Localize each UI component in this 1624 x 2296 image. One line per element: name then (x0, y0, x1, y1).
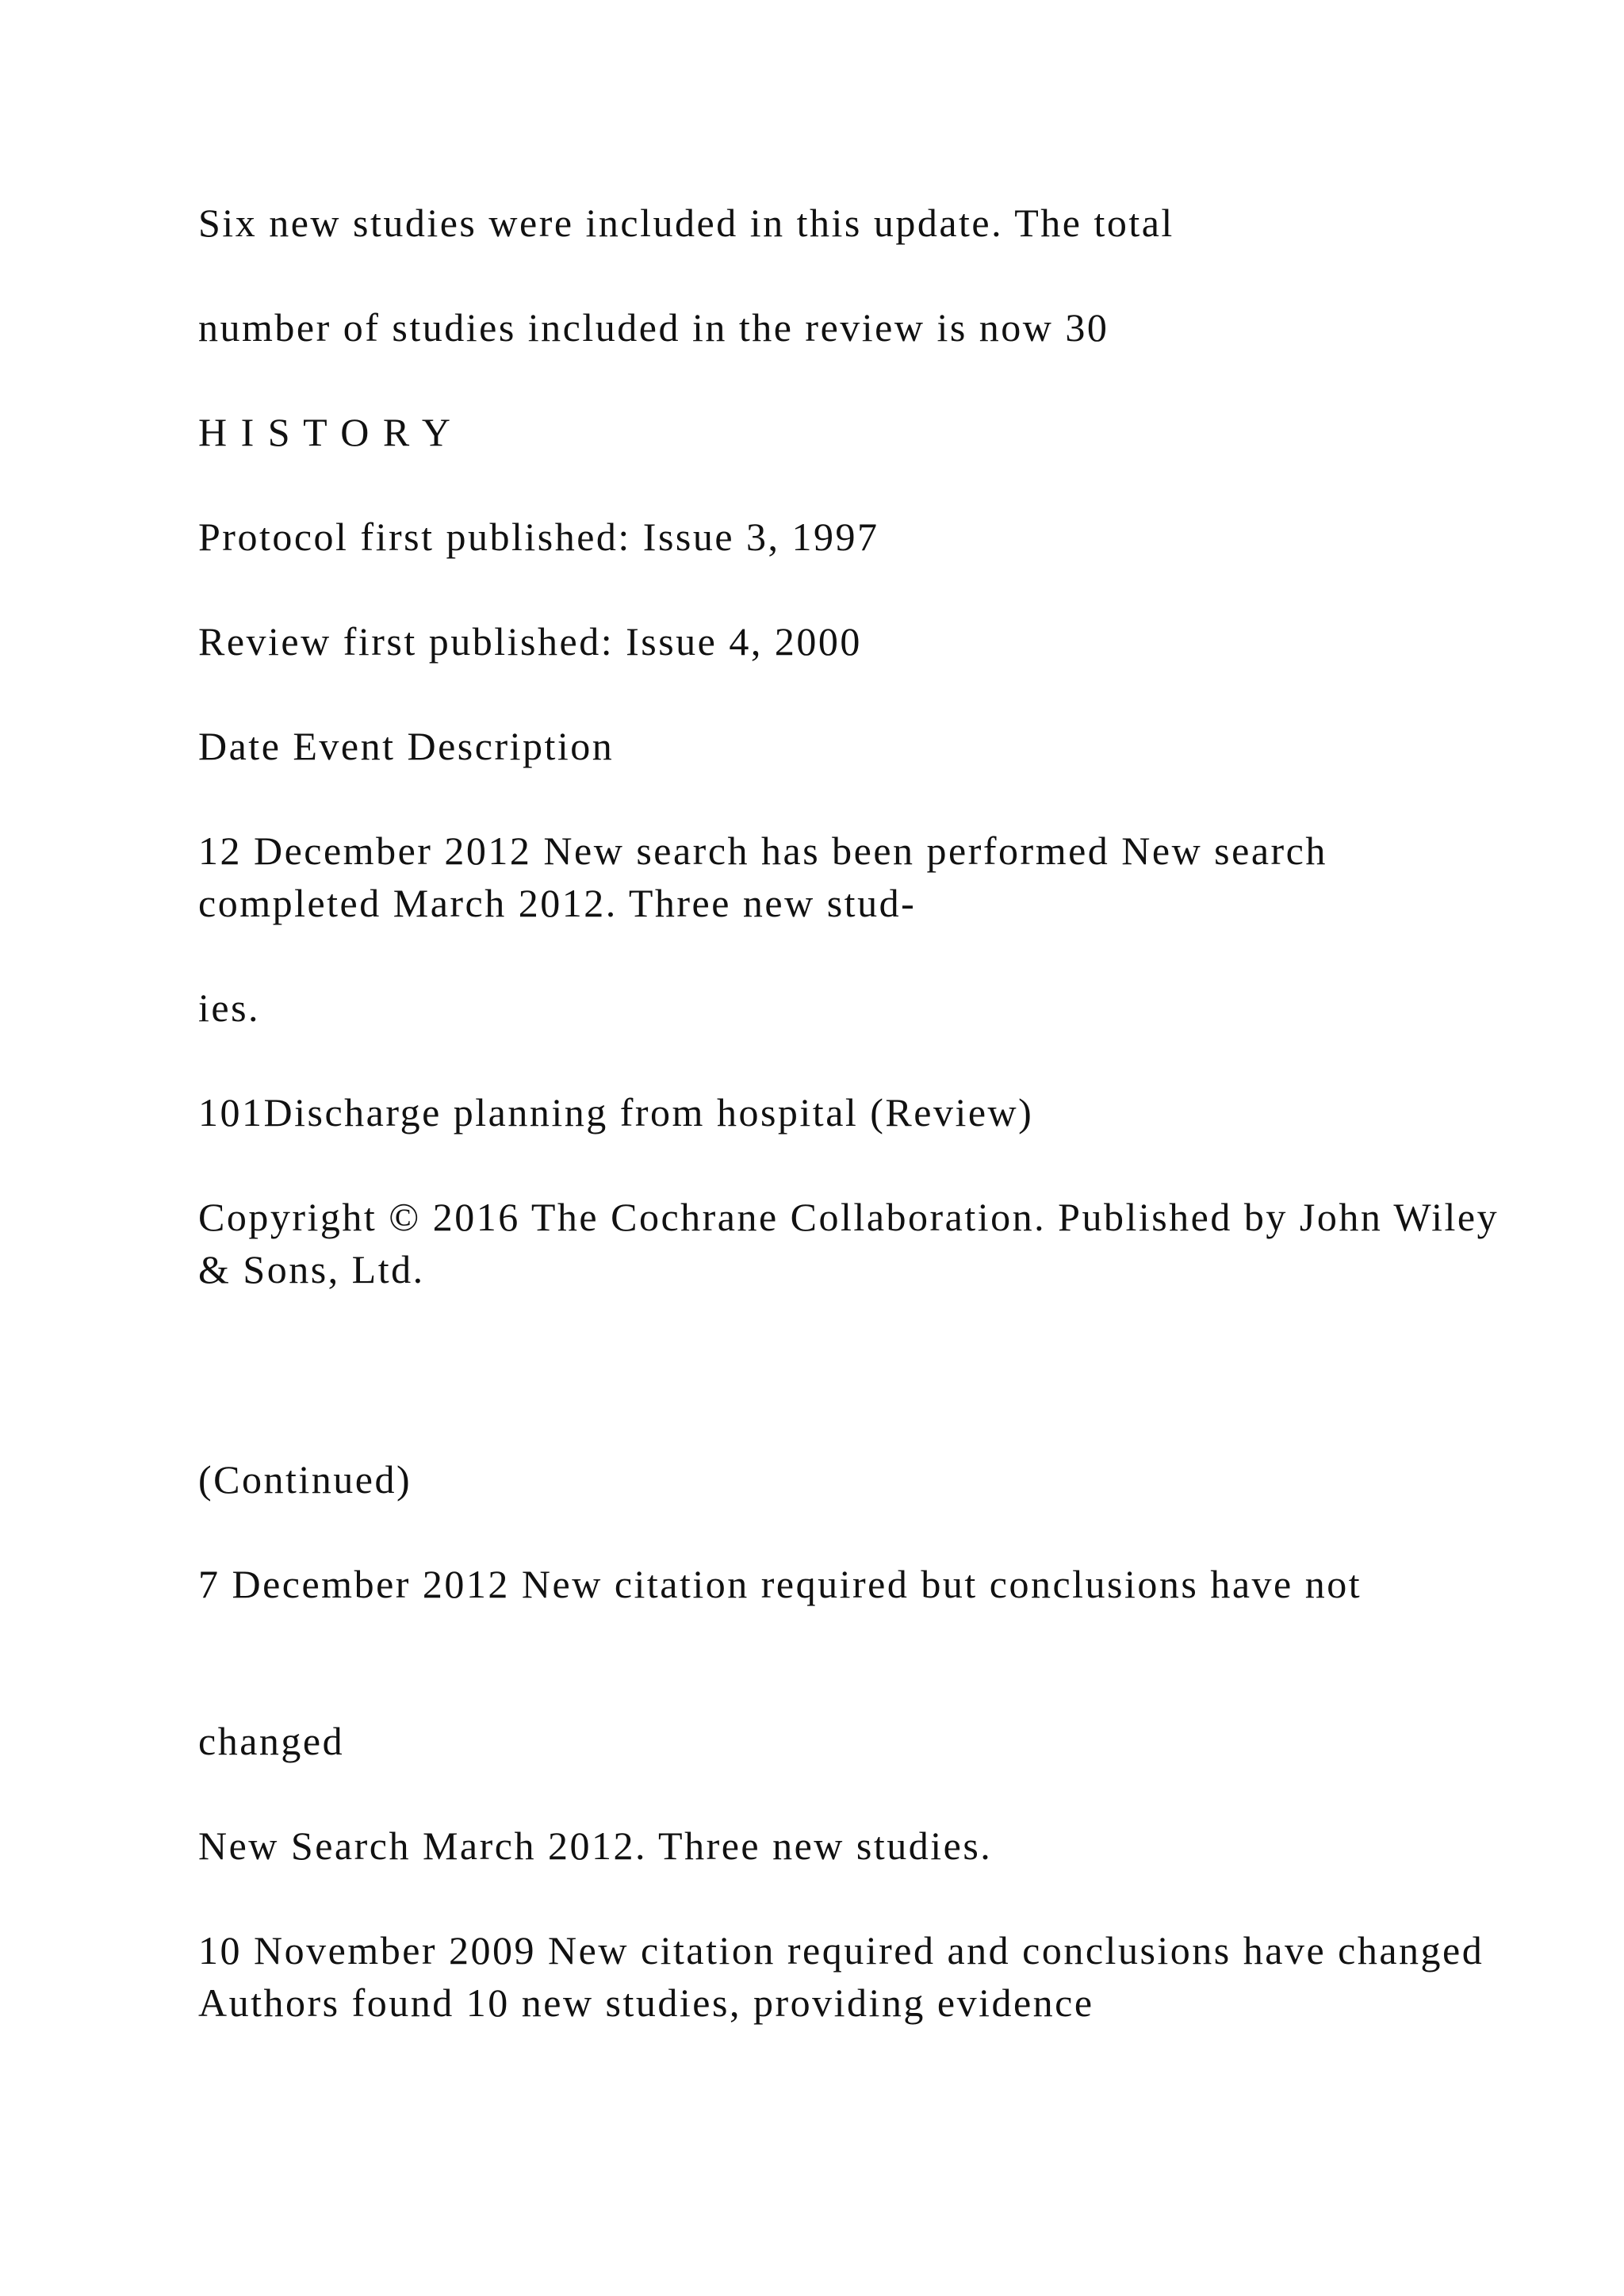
history-entry-2-description: New Search March 2012. Three new studies. (198, 1823, 993, 1868)
table-header: Date Event Description (198, 724, 615, 768)
history-entry-2: 7 December 2012 New citation required but conclusions have not (198, 1562, 1362, 1606)
review-published: Review first published: Issue 4, 2000 (198, 619, 862, 664)
intro-line-2: number of studies included in the review is now 30 (198, 305, 1109, 350)
continued-label: (Continued) (198, 1457, 412, 1502)
history-heading: H I S T O R Y (198, 410, 453, 454)
protocol-published: Protocol first published: Issue 3, 1997 (198, 515, 879, 559)
history-entry-3: 10 November 2009 New citation required and conclusions have changed Authors found 10 new studies, providing evidence (198, 1928, 1484, 2025)
footer-title: 101Discharge planning from hospital (Review) (198, 1090, 1034, 1135)
history-entry-1: 12 December 2012 New search has been performed New search completed March 2012. Three new stud- (198, 828, 1327, 925)
footer-copyright: Copyright © 2016 The Cochrane Collaboration. Published by John Wiley & Sons, Ltd. (198, 1195, 1500, 1292)
intro-line-1: Six new studies were included in this update. The total (198, 201, 1174, 245)
history-entry-1-continuation: ies. (198, 985, 261, 1030)
history-entry-2-continuation: changed (198, 1719, 345, 1763)
